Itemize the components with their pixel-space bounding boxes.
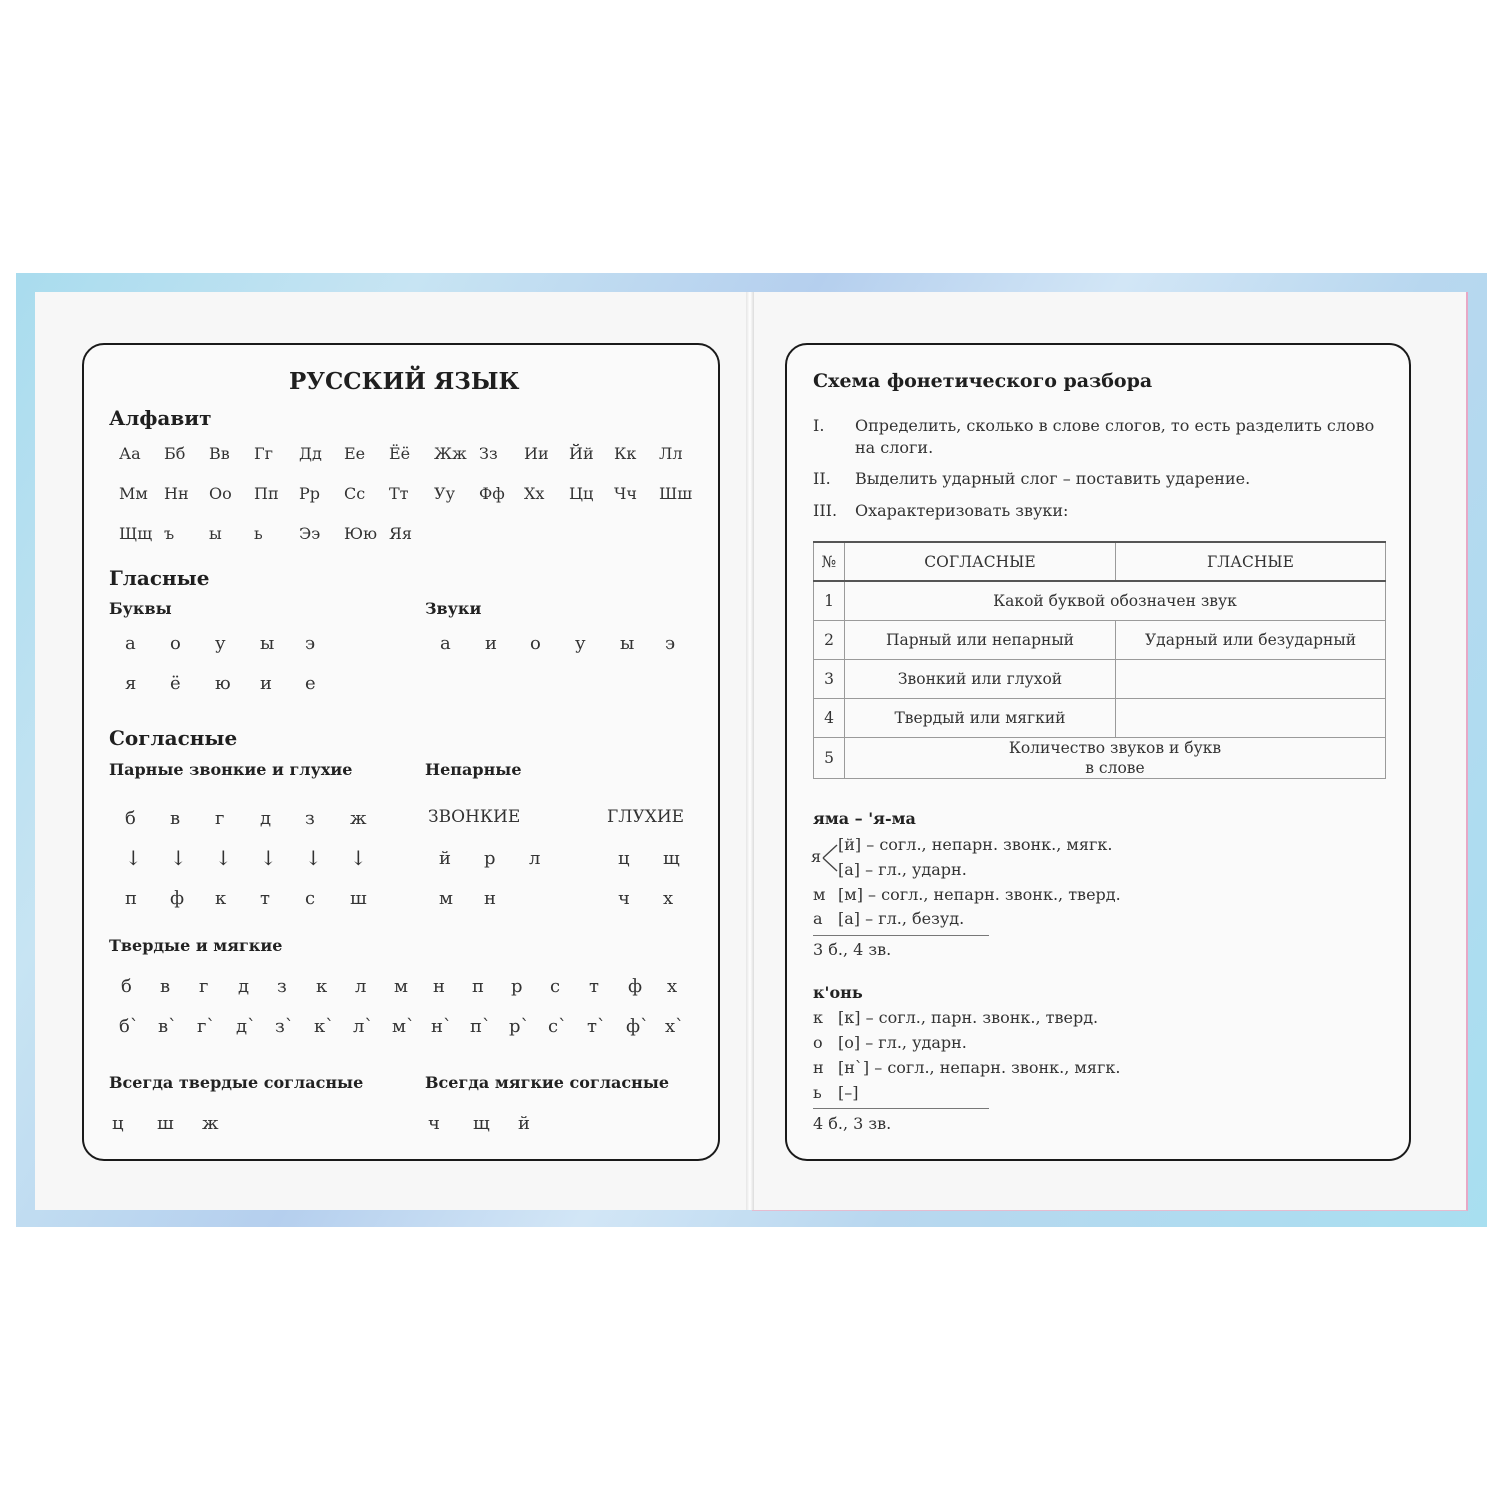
step-2-text: Выделить ударный слог – поставить ударение. — [855, 469, 1251, 488]
example-2-letter: о — [813, 1033, 823, 1052]
always-hard-letter: ж — [202, 1113, 219, 1134]
soft-consonant: м` — [392, 1016, 416, 1037]
hard-consonant: н — [433, 976, 445, 997]
paired-voiced-letter: б — [125, 808, 136, 829]
vowel-sound: у — [575, 633, 586, 654]
alphabet-letter: Сс — [344, 484, 366, 503]
phonetic-scheme-table — [813, 541, 1386, 779]
unpaired-voiced-letter: н — [484, 888, 496, 909]
example-2-line: [к] – согл., парн. звонк., тверд. — [838, 1008, 1099, 1027]
alphabet-letter: ъ — [164, 524, 175, 543]
paired-voiceless-letter: ш — [350, 888, 367, 909]
soft-consonant: к` — [314, 1016, 335, 1037]
row-vowel-cell — [1116, 698, 1386, 737]
vowel-letters-heading: Буквы — [109, 599, 172, 618]
hard-consonant: з — [277, 976, 287, 997]
unpaired-voiceless-letter: ц — [618, 848, 630, 869]
vowel-letter: а — [125, 633, 136, 654]
example-1-line: [м] – согл., непарн. звонк., тверд. — [838, 885, 1121, 904]
vowel-letter: о — [170, 633, 181, 654]
hard-consonant: р — [511, 976, 523, 997]
alphabet-letter: ь — [254, 524, 263, 543]
vowels-heading: Гласные — [109, 566, 210, 590]
hard-consonant: б — [121, 976, 132, 997]
example-2-line: [н`] – согл., непарн. звонк., мягк. — [838, 1058, 1121, 1077]
vowel-sound: о — [530, 633, 541, 654]
example-1-ya-letter: я — [811, 847, 822, 866]
paired-voiced-letter: г — [215, 808, 225, 829]
alphabet-letter: Гг — [254, 444, 273, 463]
example-2-word: к'онь — [813, 983, 863, 1002]
scheme-title: Схема фонетического разбора — [813, 370, 1153, 392]
paired-voiceless-letter: с — [305, 888, 316, 909]
always-soft-heading: Всегда мягкие согласные — [425, 1073, 670, 1092]
table-header-row — [814, 542, 1386, 581]
row-consonant-cell: Парный или непарный — [845, 620, 1116, 659]
step-2-num: II. — [813, 469, 831, 488]
example-1-letter: м — [813, 885, 826, 904]
alphabet-letter: Жж — [434, 444, 467, 463]
paired-voiced-letter: в — [170, 808, 181, 829]
row-consonant-cell: Твердый или мягкий — [845, 698, 1116, 737]
hard-consonant: ф — [628, 976, 643, 997]
always-hard-letter: ц — [112, 1113, 124, 1134]
row-num: 5 — [814, 737, 845, 778]
alphabet-letter: Дд — [299, 444, 322, 463]
vowel-letter: ю — [215, 673, 231, 694]
unpaired-voiced-letter: й — [439, 848, 451, 869]
vowel-sound: ы — [620, 633, 635, 654]
paired-voiceless-letter: ф — [170, 888, 185, 909]
paired-voiceless-letter: к — [215, 888, 227, 909]
soft-consonant: ф` — [626, 1016, 650, 1037]
unpaired-voiceless-letter: х — [663, 888, 674, 909]
unpaired-voiceless-letter: ч — [618, 888, 630, 909]
always-hard-letter: ш — [157, 1113, 174, 1134]
paired-voiced-letter: з — [305, 808, 315, 829]
table-row — [814, 737, 1386, 778]
soft-consonant: з` — [275, 1016, 294, 1037]
alphabet-letter: Уу — [434, 484, 455, 503]
voiceless-label: ГЛУХИЕ — [607, 807, 685, 827]
table-row — [814, 620, 1386, 659]
hard-soft-heading: Твердые и мягкие — [109, 936, 283, 955]
row-consonant-cell: Звонкий или глухой — [845, 659, 1116, 698]
example-2-line: [–] — [838, 1083, 859, 1102]
example-2-divider — [813, 1108, 989, 1109]
row-merged-cell: Какой буквой обозначен звук — [845, 581, 1386, 620]
alphabet-letter: Щщ — [119, 524, 153, 543]
alphabet-letter: Нн — [164, 484, 189, 503]
down-arrow-icon: ↓ — [305, 846, 322, 870]
example-1-ya-line-1: [й] – согл., непарн. звонк., мягк. — [838, 835, 1113, 854]
step-3-text: Охарактеризовать звуки: — [855, 501, 1069, 520]
hard-consonant: м — [394, 976, 409, 997]
hard-consonant: в — [160, 976, 171, 997]
alphabet-letter: Чч — [614, 484, 637, 503]
example-2-line: [о] – гл., ударн. — [838, 1033, 967, 1052]
example-2-letter: ь — [813, 1083, 822, 1102]
table-row — [814, 581, 1386, 620]
always-soft-letter: ч — [428, 1113, 440, 1134]
soft-consonant: в` — [158, 1016, 178, 1037]
alphabet-letter: Аа — [119, 444, 141, 463]
soft-consonant: г` — [197, 1016, 216, 1037]
unpaired-voiceless-letter: щ — [663, 848, 680, 869]
example-2-letter: н — [813, 1058, 824, 1077]
alphabet-letter: Ии — [524, 444, 549, 463]
example-1-ya-line-2: [а] – гл., ударн. — [838, 860, 967, 879]
alphabet-letter: Хх — [524, 484, 545, 503]
example-1-summary: 3 б., 4 зв. — [813, 940, 892, 959]
alphabet-heading: Алфавит — [109, 406, 212, 430]
unpaired-voiced-letter: л — [529, 848, 541, 869]
vowel-sound: э — [665, 633, 676, 654]
consonants-heading: Согласные — [109, 726, 238, 750]
row-num: 4 — [814, 698, 845, 737]
alphabet-letter: Тт — [389, 484, 409, 503]
vowel-letter: ё — [170, 673, 181, 694]
example-1-line: [а] – гл., безуд. — [838, 909, 965, 928]
alphabet-letter: Зз — [479, 444, 498, 463]
alphabet-letter: Цц — [569, 484, 594, 503]
soft-consonant: б` — [119, 1016, 139, 1037]
unpaired-voiced-letter: р — [484, 848, 496, 869]
header-consonants: СОГЛАСНЫЕ — [845, 542, 1116, 581]
alphabet-letter: Вв — [209, 444, 230, 463]
hard-consonant: с — [550, 976, 561, 997]
row-vowel-cell: Ударный или безударный — [1116, 620, 1386, 659]
step-1-text-cont: на слоги. — [855, 438, 934, 457]
alphabet-letter: Фф — [479, 484, 505, 503]
soft-consonant: п` — [470, 1016, 491, 1037]
hard-consonant: х — [667, 976, 678, 997]
vowel-letter: у — [215, 633, 226, 654]
always-soft-letter: й — [518, 1113, 530, 1134]
unpaired-voiced-letter: м — [439, 888, 454, 909]
example-2-letter: к — [813, 1008, 823, 1027]
paired-voiced-letter: ж — [350, 808, 367, 829]
down-arrow-icon: ↓ — [260, 846, 277, 870]
soft-consonant: л` — [353, 1016, 374, 1037]
alphabet-letter: Ээ — [299, 524, 321, 543]
alphabet-letter: Оо — [209, 484, 232, 503]
voiced-label: ЗВОНКИЕ — [428, 807, 521, 827]
soft-consonant: х` — [665, 1016, 685, 1037]
alphabet-letter: Пп — [254, 484, 279, 503]
row-merged-line-2: в слове — [1085, 758, 1145, 777]
always-hard-heading: Всегда твердые согласные — [109, 1073, 364, 1092]
step-1-num: I. — [813, 416, 825, 435]
soft-consonant: н` — [431, 1016, 452, 1037]
alphabet-letter: Бб — [164, 444, 186, 463]
notebook-spine — [746, 292, 754, 1210]
alphabet-letter: Юю — [344, 524, 378, 543]
paired-voiceless-letter: п — [125, 888, 137, 909]
unpaired-heading: Непарные — [425, 760, 522, 779]
soft-consonant: т` — [587, 1016, 606, 1037]
alphabet-letter: Яя — [389, 524, 413, 543]
table-row — [814, 698, 1386, 737]
hard-consonant: д — [238, 976, 250, 997]
vowel-letter: и — [260, 673, 272, 694]
vowel-letter: э — [305, 633, 316, 654]
step-3-num: III. — [813, 501, 838, 520]
hard-consonant: л — [355, 976, 367, 997]
step-1-text: Определить, сколько в слове слогов, то есть разделить слово — [855, 416, 1375, 435]
reference-frame-left — [82, 343, 720, 1161]
alphabet-letter: Ее — [344, 444, 366, 463]
alphabet-letter: Мм — [119, 484, 148, 503]
alphabet-letter: Лл — [659, 444, 683, 463]
row-merged-cell — [845, 737, 1386, 778]
example-1-word: яма – 'я-ма — [813, 809, 916, 828]
down-arrow-icon: ↓ — [170, 846, 187, 870]
row-merged-line-1: Количество звуков и букв — [1008, 738, 1222, 757]
paired-heading: Парные звонкие и глухие — [109, 760, 353, 779]
example-2-summary: 4 б., 3 зв. — [813, 1114, 892, 1133]
table-row — [814, 659, 1386, 698]
hard-consonant: г — [199, 976, 209, 997]
row-vowel-cell — [1116, 659, 1386, 698]
alphabet-letter: Рр — [299, 484, 321, 503]
row-num: 2 — [814, 620, 845, 659]
soft-consonant: д` — [236, 1016, 257, 1037]
vowel-letter: е — [305, 673, 316, 694]
vowel-sound: и — [485, 633, 497, 654]
row-num: 3 — [814, 659, 845, 698]
paired-voiceless-letter: т — [260, 888, 270, 909]
hard-consonant: п — [472, 976, 484, 997]
example-1-letter: а — [813, 909, 823, 928]
vowel-letter: я — [125, 673, 137, 694]
hard-consonant: т — [589, 976, 599, 997]
down-arrow-icon: ↓ — [350, 846, 367, 870]
alphabet-letter: ы — [209, 524, 222, 543]
vowel-letter: ы — [260, 633, 275, 654]
row-num: 1 — [814, 581, 845, 620]
header-vowels: ГЛАСНЫЕ — [1116, 542, 1386, 581]
alphabet-letter: Ёё — [389, 444, 411, 463]
alphabet-letter: Йй — [569, 444, 594, 463]
soft-consonant: р` — [509, 1016, 530, 1037]
hard-consonant: к — [316, 976, 328, 997]
alphabet-letter: Кк — [614, 444, 637, 463]
vowel-sounds-heading: Звуки — [425, 599, 482, 618]
soft-consonant: с` — [548, 1016, 568, 1037]
always-soft-letter: щ — [473, 1113, 490, 1134]
down-arrow-icon: ↓ — [125, 846, 142, 870]
header-num: № — [814, 542, 845, 581]
alphabet-letter: Шш — [659, 484, 693, 503]
vowel-sound: а — [440, 633, 451, 654]
down-arrow-icon: ↓ — [215, 846, 232, 870]
page-title: РУССКИЙ ЯЗЫК — [289, 368, 520, 395]
example-1-divider — [813, 935, 989, 936]
paired-voiced-letter: д — [260, 808, 272, 829]
